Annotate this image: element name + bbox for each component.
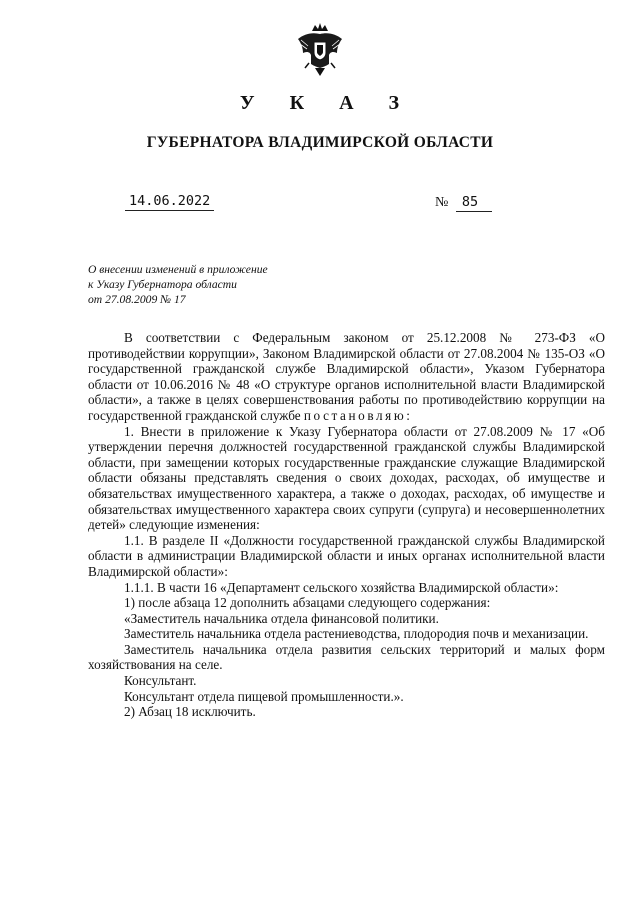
item-1-1-1-paragraph: 1.1.1. В части 16 «Департамент сельского хозяйства Владимирской области»: <box>124 579 559 595</box>
item-1-1-paragraph: 1.1. В разделе II «Должности государственной гражданской службы Владимирской области в администрации Владимирской области и иных органах исполнительной власти Владимирской области»: <box>88 532 605 579</box>
item-1-paragraph: 1. Внести в приложение к Указу Губернатора области от 27.08.2009 № 17 «Об утверждении перечня должностей государственной гражданской службы Владимирской области, при замещении которых государственные гражданские служащие Владимирской области обязаны представлять сведения о своих доходах, расходах, об имуществе и обязательствах имущественного характера, а также о доходах, расходах, об имуществе и обязательствах имущественного характера своих супруги (супруга) и несовершеннолетних детей» следующие изменения: <box>88 423 605 533</box>
coat-of-arms-icon <box>295 22 345 78</box>
quoted-position: Заместитель начальника отдела растениеводства, плодородия почв и механизации. <box>124 626 589 642</box>
issuer-title: ГУБЕРНАТОРА ВЛАДИМИРСКОЙ ОБЛАСТИ <box>146 134 494 151</box>
subitem-1-paragraph: 1) после абзаца 12 дополнить абзацами следующего содержания: <box>124 595 491 611</box>
preamble-paragraph <box>88 330 605 424</box>
quoted-position: Консультант. <box>124 673 197 689</box>
quoted-position: «Заместитель начальника отдела финансовой политики. <box>124 610 439 626</box>
document-body <box>88 330 605 720</box>
decree-word: постановляю: <box>303 407 413 423</box>
document-date: 14.06.2022 <box>125 193 214 211</box>
document-number-row <box>435 194 492 212</box>
quoted-position: Заместитель начальника отдела развития сельских территорий и малых форм хозяйствования на селе. <box>88 641 605 673</box>
subject-line: О внесении изменений в приложение <box>88 263 268 276</box>
quoted-position: Консультант отдела пищевой промышленности.». <box>124 688 404 704</box>
document-number: 85 <box>456 194 492 212</box>
subject-line: от 27.08.2009 № 17 <box>88 293 186 306</box>
subitem-2-paragraph: 2) Абзац 18 исключить. <box>124 704 256 720</box>
subject-line: к Указу Губернатора области <box>88 278 237 291</box>
document-subject <box>88 262 268 307</box>
preamble-text: В соответствии с Федеральным законом от 25.12.2008 № 273-ФЗ «О противодействии коррупции», Законом Владимирской области от 27.08.2004 № 135-ОЗ «О государственной гражданской службе Владимирской области», Указом Губернатора области от 10.06.2016 № 48 «О структуре органов исполнительной власти Владимирской области», а также в целях совершенствования работы по противодействию коррупции на государственной гражданской службе <box>88 330 605 423</box>
number-sign: № <box>435 195 449 210</box>
document-type-title: У К А З <box>239 92 415 114</box>
